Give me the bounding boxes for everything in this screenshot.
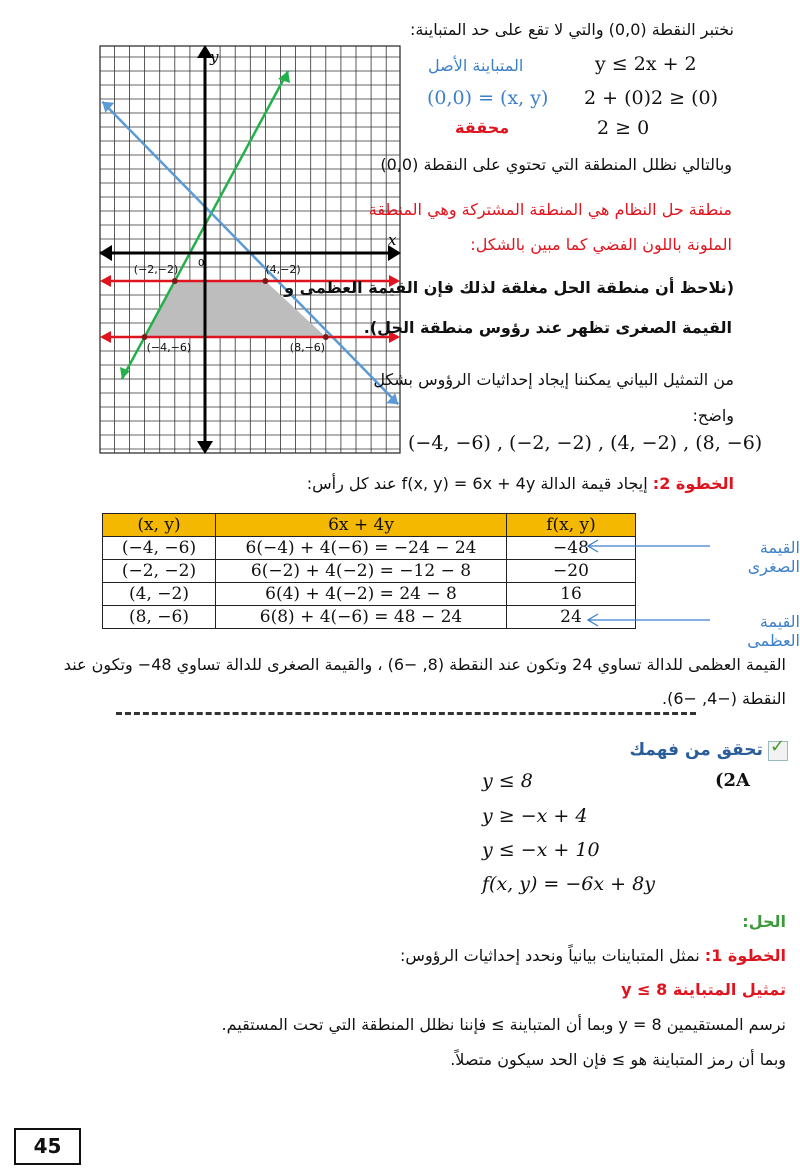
values-table [102, 513, 636, 629]
cell-value: −48 [507, 537, 636, 560]
ineq-3: y ≤ −x + 10 [482, 839, 600, 861]
vertex-point [142, 334, 148, 340]
repr-title: تمثيل المتباينة y ≤ 8 [621, 980, 786, 999]
vertex-label: (8,−6) [289, 341, 326, 354]
solution-label: الحل: [742, 912, 786, 931]
table-arrows [580, 530, 720, 630]
cell-expression: 6(−2) + 4(−2) = −12 − 8 [216, 560, 507, 583]
check-title: تحقق من فهمك [629, 740, 763, 760]
step1-text: نمثل المتباينات بيانياً ونحدد إحداثيات الرؤوس: [400, 946, 700, 965]
header-value: f(x, y) [507, 514, 636, 537]
shade-text: وبالتالي نظلل المنطقة التي تحتوي على النقطة (0,0) [380, 155, 732, 174]
table-header-row [103, 514, 636, 537]
cell-point: (4, −2) [103, 583, 216, 606]
step2-line [307, 474, 734, 493]
header-point: (x, y) [103, 514, 216, 537]
explain-line-b: وبما أن رمز المتباينة هو ≥ فإن الحد سيكون متصلاً. [450, 1050, 786, 1069]
cell-expression: 6(−4) + 4(−6) = −24 − 24 [216, 537, 507, 560]
original-inequality: y ≤ 2x + 2 [595, 53, 697, 75]
max-label: القيمة العظمى [747, 612, 800, 650]
x-axis-label: x [388, 231, 397, 249]
note-line-2: القيمة الصغرى تظهر عند رؤوس منطقة الحل). [363, 318, 732, 337]
vertices-line-1: من التمثيل البياني يمكننا إيجاد إحداثيات الرؤوس بشكل [373, 370, 734, 389]
vertex-label: (−4,−6) [146, 341, 192, 354]
vertices-list: (−4, −6) , (−2, −2) , (4, −2) , (8, −6) [408, 432, 763, 454]
cell-value: −20 [507, 560, 636, 583]
vertex-point [172, 278, 178, 284]
vertex-label: (−2,−2) [133, 263, 179, 276]
check-icon: ✓ [768, 741, 788, 761]
explain-line-a: نرسم المستقيمين y = 8 وبما أن المتباينة ≥ فإننا نظلل المنطقة التي تحت المستقيم. [221, 1015, 786, 1034]
cell-point: (−2, −2) [103, 560, 216, 583]
cell-value: 16 [507, 583, 636, 606]
objective-function: f(x, y) = −6x + 8y [482, 873, 655, 895]
step2-label: الخطوة 2: [652, 474, 734, 493]
step1-label: الخطوة 1: [704, 946, 786, 965]
page-number: 45 [14, 1128, 81, 1165]
header-expression: 6x + 4y [216, 514, 507, 537]
vertex-point [323, 334, 329, 340]
vertex-label: (4,−2) [265, 263, 301, 276]
table-row [103, 606, 636, 629]
cell-point: (8, −6) [103, 606, 216, 629]
conclusion-line-2: النقطة (−4, −6). [662, 689, 786, 708]
test-point-text: نختبر النقطة (0,0) والتي لا تقع على حد المتباينة: [409, 20, 734, 39]
region-line-2: الملونة باللون الفضي كما مبين بالشكل: [470, 235, 732, 254]
step2-text: إيجاد قيمة الدالة f(x, y) = 6x + 4y عند كل رأس: [306, 474, 648, 493]
step1-line [400, 946, 786, 965]
cell-point: (−4, −6) [103, 537, 216, 560]
true-label: محققة [455, 118, 510, 137]
cell-value: 24 [507, 606, 636, 629]
problem-label: (2A [715, 770, 751, 791]
cell-expression: 6(4) + 4(−2) = 24 − 8 [216, 583, 507, 606]
origin-label: 0 [198, 258, 205, 269]
divider [116, 712, 696, 715]
min-label: القيمة الصغرى [747, 538, 800, 576]
substitution: (0) ≤ 2(0) + 2 [584, 87, 719, 109]
inequality-graph [94, 40, 412, 460]
check-header [629, 735, 788, 761]
region-line-1: منطقة حل النظام هي المنطقة المشتركة وهي المنطقة [368, 200, 732, 219]
result: 0 ≤ 2 [597, 117, 650, 139]
ineq-2: y ≥ −x + 4 [482, 805, 588, 827]
table-row [103, 537, 636, 560]
graph-grid [100, 46, 400, 453]
ineq-1: y ≤ 8 [482, 770, 533, 792]
note-line-1: (نلاحظ أن منطقة الحل مغلقة لذلك فإن القيمة العظمى و [284, 278, 734, 297]
table-row [103, 583, 636, 606]
cell-expression: 6(8) + 4(−6) = 48 − 24 [216, 606, 507, 629]
table-row [103, 560, 636, 583]
y-axis-label: y [210, 48, 219, 66]
vertices-line-2: واضح: [692, 406, 734, 425]
conclusion-line-1: القيمة العظمى للدالة تساوي 24 وتكون عند النقطة (8, −6) ، والقيمة الصغرى للدالة تساوي 48− وتكون عند [63, 655, 786, 674]
original-label: المتباينة الأصل [428, 56, 524, 75]
vertex-point [262, 278, 268, 284]
point-label: (x, y) = (0,0) [427, 87, 549, 109]
